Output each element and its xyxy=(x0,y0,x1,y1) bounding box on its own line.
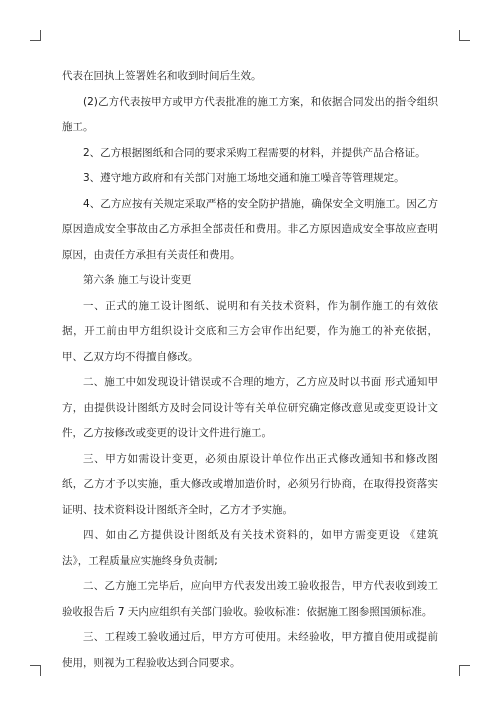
paragraph-design-1: 一、正式的施工设计图纸、说明和有关技术资料，作为制作施工的有效依据，开工前由甲方组织设计交底和三方会审作出纪要，作为施工的补充依据，甲、乙双方均不得擅自修改。 xyxy=(62,299,438,363)
paragraph-design-4: 四、如由乙方提供设计图纸及有关技术资料的，如甲方需变更设 《建筑法》，工程质量应实施终身负责制; xyxy=(62,529,438,567)
paragraph-acceptance-2: 二、乙方施工完毕后，应向甲方代表发出竣工验收报告，甲方代表收到竣工验收报告后 7 天内应组织有关部门验收。验收标准：依据施工图参照国颁标准。 xyxy=(62,580,438,618)
paragraph-acceptance-3: 三、工程竣工验收通过后，甲方方可使用。未经验收，甲方擅自使用或提前使用，则视为工程验收达到合同要求。 xyxy=(62,631,438,669)
crop-mark-top-left xyxy=(30,30,41,41)
crop-mark-bottom-right xyxy=(459,665,470,676)
paragraph-design-3: 三、甲方如需设计变更，必须由原设计单位作出正式修改通知书和修改图纸，乙方才予以实施，重大修改或增加造价时，必须另行协商，在取得投资落实证明、技术资料设计图纸齐全时，乙方才予实施。 xyxy=(62,452,438,516)
section-heading: 第六条 施工与设计变更 xyxy=(83,274,192,286)
paragraph-item-2-sub: (2)乙方代表按甲方或甲方代表批准的施工方案，和依据合同发出的指令组织施工。 xyxy=(62,95,438,133)
paragraph-item-2: 2、乙方根据图纸和合同的要求采购工程需要的材料，并提供产品合格证。 xyxy=(83,146,426,159)
paragraph-item-4: 4、乙方应按有关规定采取严格的安全防护措施，确保安全文明施工。因乙方原因造成安全事故由乙方承担全部责任和费用。非乙方原因造成安全事故应查明原因，由责任方承担有关责任和费用。 xyxy=(62,197,438,261)
paragraph-item-3: 3、遵守地方政府和有关部门对施工场地交通和施工噪音等管理规定。 xyxy=(83,172,405,184)
paragraph-design-2: 二、施工中如发现设计错误或不合理的地方，乙方应及时以书面 形式通知甲方，由提供设计图纸方及时会同设计等有关单位研究确定修改意见或变更设计文件，乙方按修改或变更的设计文件进行施工。 xyxy=(62,376,438,439)
document-page xyxy=(62,64,438,676)
crop-mark-bottom-left xyxy=(30,665,41,676)
crop-mark-top-right xyxy=(459,30,470,41)
paragraph-continuation: 代表在回执上签署姓名和收到时间后生效。 xyxy=(62,70,262,82)
